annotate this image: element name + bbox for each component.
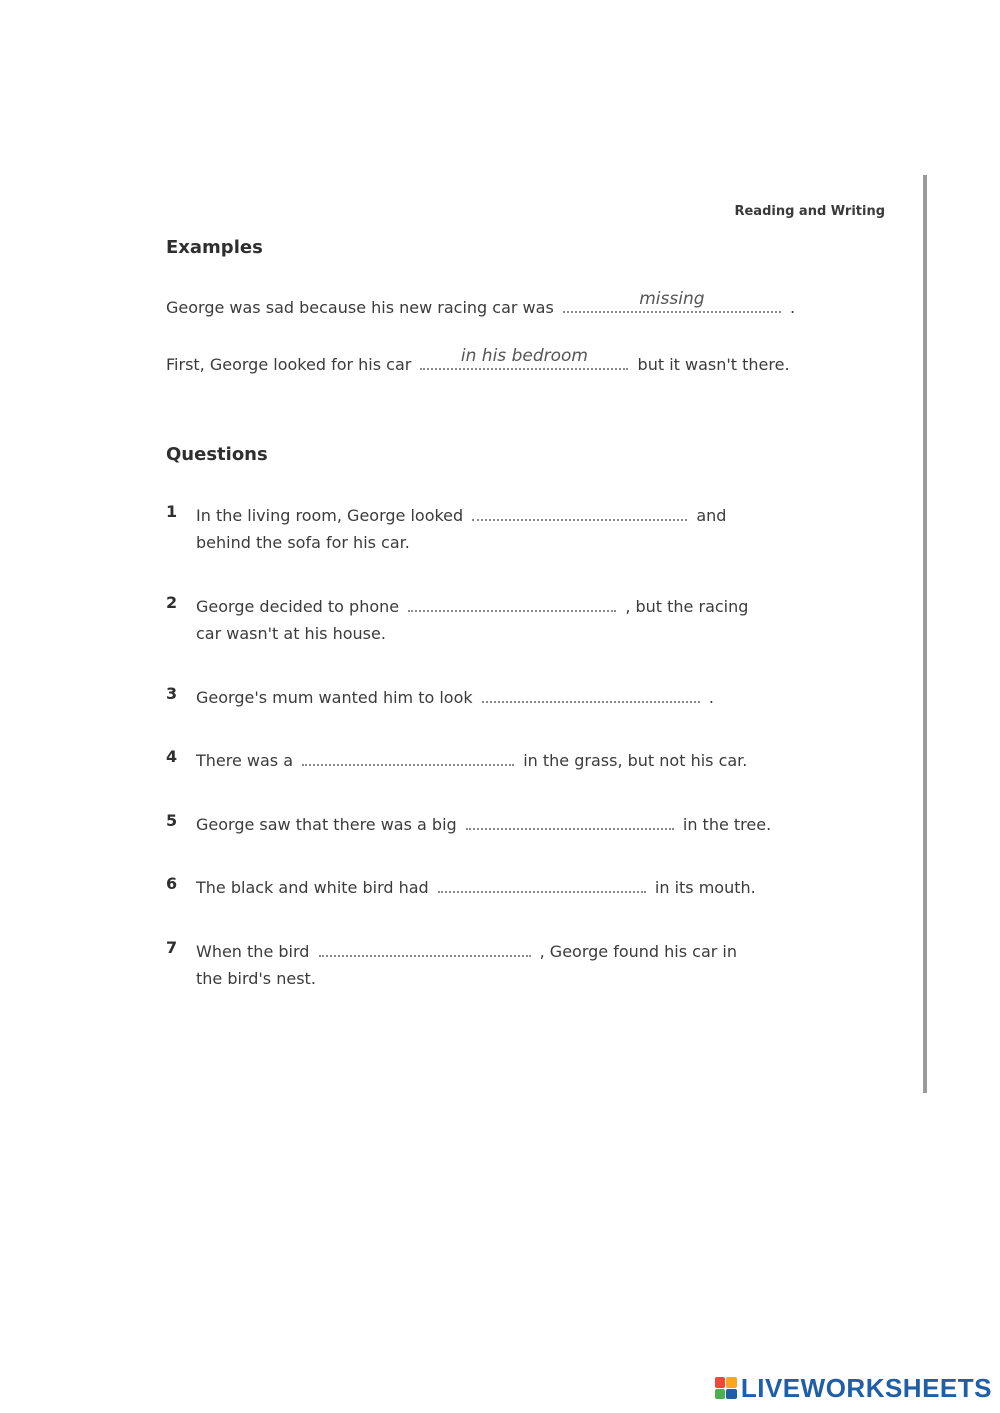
question-5-after: in the tree. (682, 815, 772, 834)
question-4 (166, 747, 747, 774)
question-3-number: 3 (166, 684, 178, 703)
question-4-text (196, 747, 747, 774)
question-6-number: 6 (166, 874, 178, 893)
question-3-blank[interactable] (482, 687, 700, 703)
questions-heading: Questions (166, 444, 268, 465)
question-7-blank[interactable] (319, 941, 531, 957)
question-1-blank[interactable] (472, 505, 687, 521)
question-3-before: George's mum wanted him to look (196, 688, 473, 707)
question-5-blank[interactable] (466, 814, 674, 830)
question-7-number: 7 (166, 938, 178, 957)
page-edge-rule (923, 175, 927, 1093)
question-2-line2: car wasn't at his house. (196, 624, 386, 643)
example-1 (166, 289, 796, 317)
logo-mark-icon (715, 1377, 737, 1399)
question-2-text (196, 593, 748, 647)
example-2-after: but it wasn't there. (637, 355, 790, 374)
question-6 (166, 874, 756, 901)
question-5-before: George saw that there was a big (196, 815, 457, 834)
example-1-answer: missing (639, 289, 705, 309)
question-3-after: . (708, 688, 714, 707)
logo-text: LIVEWORKSHEETS (740, 1372, 992, 1403)
question-7-before: When the bird (196, 942, 310, 961)
example-1-after: . (789, 298, 796, 317)
question-7-text (196, 938, 737, 992)
logo-mark-cell (715, 1389, 726, 1400)
question-7 (166, 938, 737, 992)
example-1-blank (563, 289, 781, 313)
question-6-text (196, 874, 756, 901)
question-6-before: The black and white bird had (196, 878, 429, 897)
question-2-blank[interactable] (408, 596, 616, 612)
question-6-after: in its mouth. (654, 878, 756, 897)
question-4-before: There was a (196, 751, 294, 770)
question-5 (166, 811, 771, 838)
question-2-after: , but the racing (625, 597, 749, 616)
example-2 (166, 346, 790, 374)
logo-mark-cell (726, 1389, 737, 1400)
question-1-before: In the living room, George looked (196, 506, 464, 525)
question-1-line2: behind the sofa for his car. (196, 533, 410, 552)
question-2-before: George decided to phone (196, 597, 400, 616)
question-7-after: , George found his car in (539, 942, 738, 961)
logo-mark-cell (726, 1377, 737, 1388)
question-1-after: and (696, 506, 727, 525)
logo-mark-cell (715, 1377, 726, 1388)
examples-heading: Examples (166, 237, 263, 258)
question-1 (166, 502, 726, 556)
question-2 (166, 593, 748, 647)
example-2-blank (420, 346, 628, 370)
question-5-text (196, 811, 771, 838)
question-4-blank[interactable] (302, 750, 514, 766)
question-2-number: 2 (166, 593, 178, 612)
example-2-before: First, George looked for his car (166, 355, 412, 374)
liveworksheets-logo[interactable] (715, 1373, 992, 1403)
question-6-blank[interactable] (438, 877, 646, 893)
question-1-number: 1 (166, 502, 178, 521)
question-4-number: 4 (166, 747, 178, 766)
question-3-text (196, 684, 714, 711)
question-4-after: in the grass, but not his car. (523, 751, 748, 770)
question-5-number: 5 (166, 811, 178, 830)
example-2-answer: in his bedroom (460, 346, 588, 366)
section-label: Reading and Writing (734, 204, 885, 219)
question-7-line2: the bird's nest. (196, 969, 316, 988)
example-1-before: George was sad because his new racing car was (166, 298, 554, 317)
question-1-text (196, 502, 726, 556)
question-3 (166, 684, 714, 711)
